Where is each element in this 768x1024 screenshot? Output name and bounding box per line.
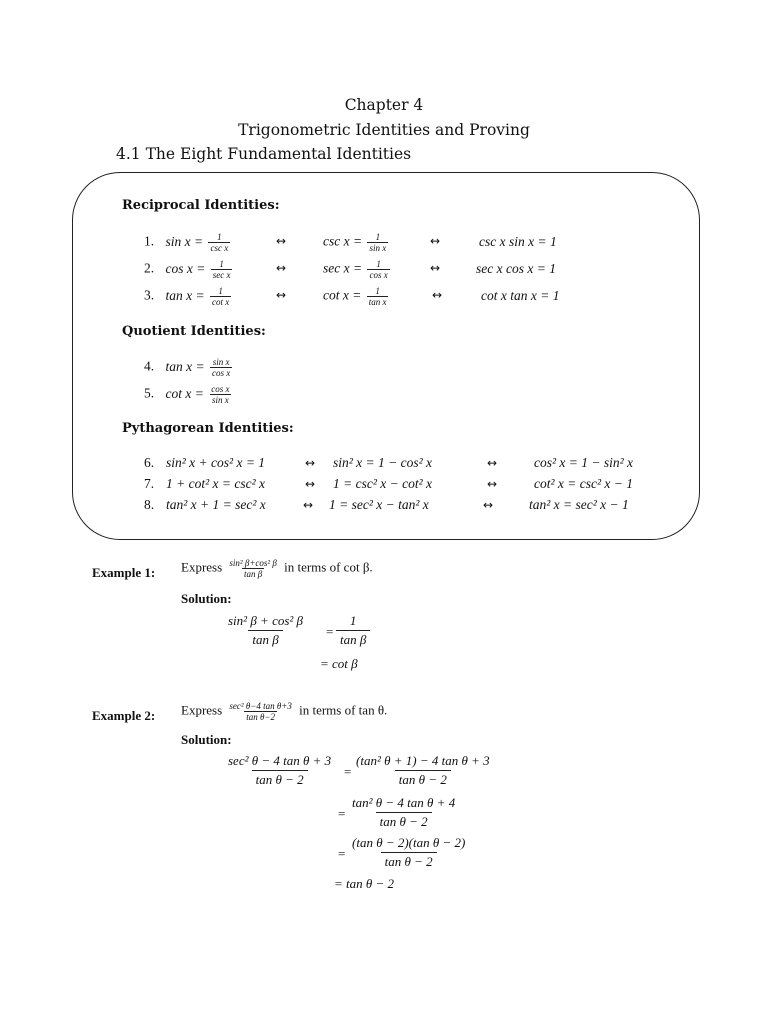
chapter-title: Trigonometric Identities and Proving <box>238 121 530 139</box>
equals-sign: = <box>338 846 346 861</box>
arrow-icon: ↔ <box>276 288 287 302</box>
fraction: $\frac{1}{\text{sin x}}$ <box>369 232 387 253</box>
equals-sign: = <box>326 624 334 639</box>
example-2-prompt: Express $\frac{\text{sec² θ−4 tan θ+3}}{\text{tan θ−2}}$ in terms of tan θ. <box>181 701 388 722</box>
example-2-label: Example 2: <box>92 708 156 723</box>
arrow-icon: ↔ <box>430 234 441 248</box>
fraction: $\frac{1}{\text{sec x}}$ <box>212 259 231 280</box>
identity-lhs: tan x = <box>165 358 205 374</box>
fraction: $\frac{1}{\text{cot x}}$ <box>211 286 230 307</box>
arrow-icon: ↔ <box>305 456 316 470</box>
fraction: $\frac{\text{sin x}}{\text{cos x}}$ <box>211 357 231 378</box>
identity-b: 1 = sec² x − tan² x <box>329 497 429 512</box>
ex2-step4: = tan θ − 2 <box>334 876 395 891</box>
ex1-step1-lhs: sin² β + cos² β tan β <box>228 613 304 647</box>
identity-c: cot² x = csc² x − 1 <box>534 476 634 491</box>
identity-row-4 <box>144 357 234 378</box>
row-number: 8. <box>144 497 155 512</box>
chapter-heading: Chapter 4 <box>344 96 424 114</box>
identity-a: sin² x + cos² x = 1 <box>166 455 266 470</box>
fraction: $\frac{1}{\text{csc x}}$ <box>210 232 229 253</box>
identity-lhs: cot x = <box>165 385 204 401</box>
identity-b: sin² x = 1 − cos² x <box>333 455 433 470</box>
arrow-icon: ↔ <box>276 261 287 275</box>
quotient-heading: Quotient Identities: <box>122 324 266 339</box>
example-1-label: Example 1: <box>92 565 156 580</box>
row-number: 1. <box>144 233 155 249</box>
ex2-step1-lhs: sec² θ − 4 tan θ + 3 tan θ − 2 <box>228 753 332 787</box>
arrow-icon: ↔ <box>430 261 441 275</box>
fraction: $\frac{\text{sin² β+cos² β}}{\text{tan β}}$ <box>229 558 277 579</box>
arrow-icon: ↔ <box>432 288 443 302</box>
identity-lhs: sin x = <box>165 233 204 249</box>
example-1-solution-label: Solution: <box>181 591 232 606</box>
row-number: 2. <box>144 260 155 276</box>
fraction: $\frac{\text{sec² θ−4 tan θ+3}}{\text{tan θ−2}}$ <box>229 701 292 722</box>
identity-mid: sec x = $\frac{1}{\text{cos x}}$ <box>323 259 388 280</box>
reciprocal-heading: Reciprocal Identities: <box>122 198 280 213</box>
arrow-icon: ↔ <box>483 498 494 512</box>
arrow-icon: ↔ <box>303 498 314 512</box>
identity-c: cos² x = 1 − sin² x <box>534 455 634 470</box>
equals-sign: = <box>338 806 346 821</box>
row-number: 7. <box>144 476 155 491</box>
row-number: 6. <box>144 455 155 470</box>
section-title: 4.1 The Eight Fundamental Identities <box>116 145 412 163</box>
identity-lhs: tan x = <box>165 287 205 303</box>
identity-rhs: cot x tan x = 1 <box>481 288 560 303</box>
identity-lhs: cos x = <box>165 260 206 276</box>
identity-c: tan² x = sec² x − 1 <box>529 497 629 512</box>
arrow-icon: ↔ <box>276 234 287 248</box>
identity-rhs: csc x sin x = 1 <box>479 234 557 249</box>
pythagorean-heading: Pythagorean Identities: <box>122 421 294 436</box>
row-number: 4. <box>144 358 155 374</box>
identity-b: 1 = csc² x − cot² x <box>333 476 433 491</box>
ex1-step2: = cot β <box>320 656 358 671</box>
example-1-prompt: Express $\frac{\text{sin² β+cos² β}}{\text{tan β}}$ in terms of cot β. <box>181 558 373 579</box>
identity-mid: csc x = $\frac{1}{\text{sin x}}$ <box>323 232 387 253</box>
fraction: $\frac{1}{\text{cos x}}$ <box>369 259 388 280</box>
fraction: $\frac{1}{\text{tan x}}$ <box>368 286 387 307</box>
identity-rhs: sec x cos x = 1 <box>476 261 556 276</box>
identity-row-3 <box>144 286 233 307</box>
ex2-step3: (tan θ − 2)(tan θ − 2) tan θ − 2 <box>352 835 466 869</box>
row-number: 5. <box>144 385 155 401</box>
row-number: 3. <box>144 287 155 303</box>
identity-row-1 <box>144 232 232 253</box>
ex2-step1-rhs: (tan² θ + 1) − 4 tan θ + 3 tan θ − 2 <box>356 753 490 787</box>
arrow-icon: ↔ <box>487 477 498 491</box>
ex2-step2: tan² θ − 4 tan θ + 4 tan θ − 2 <box>352 795 456 829</box>
fraction: $\frac{\text{cos x}}{\text{sin x}}$ <box>211 384 230 405</box>
identity-a: 1 + cot² x = csc² x <box>166 476 266 491</box>
identity-row-5 <box>144 384 233 405</box>
identity-mid: cot x = $\frac{1}{\text{tan x}}$ <box>323 286 387 307</box>
equals-sign: = <box>344 764 352 779</box>
arrow-icon: ↔ <box>305 477 316 491</box>
ex1-step1-rhs: 1 tan β <box>336 612 370 649</box>
identity-a: tan² x + 1 = sec² x <box>166 497 266 512</box>
identity-row-2 <box>144 259 234 280</box>
example-2-solution-label: Solution: <box>181 732 232 747</box>
arrow-icon: ↔ <box>487 456 498 470</box>
